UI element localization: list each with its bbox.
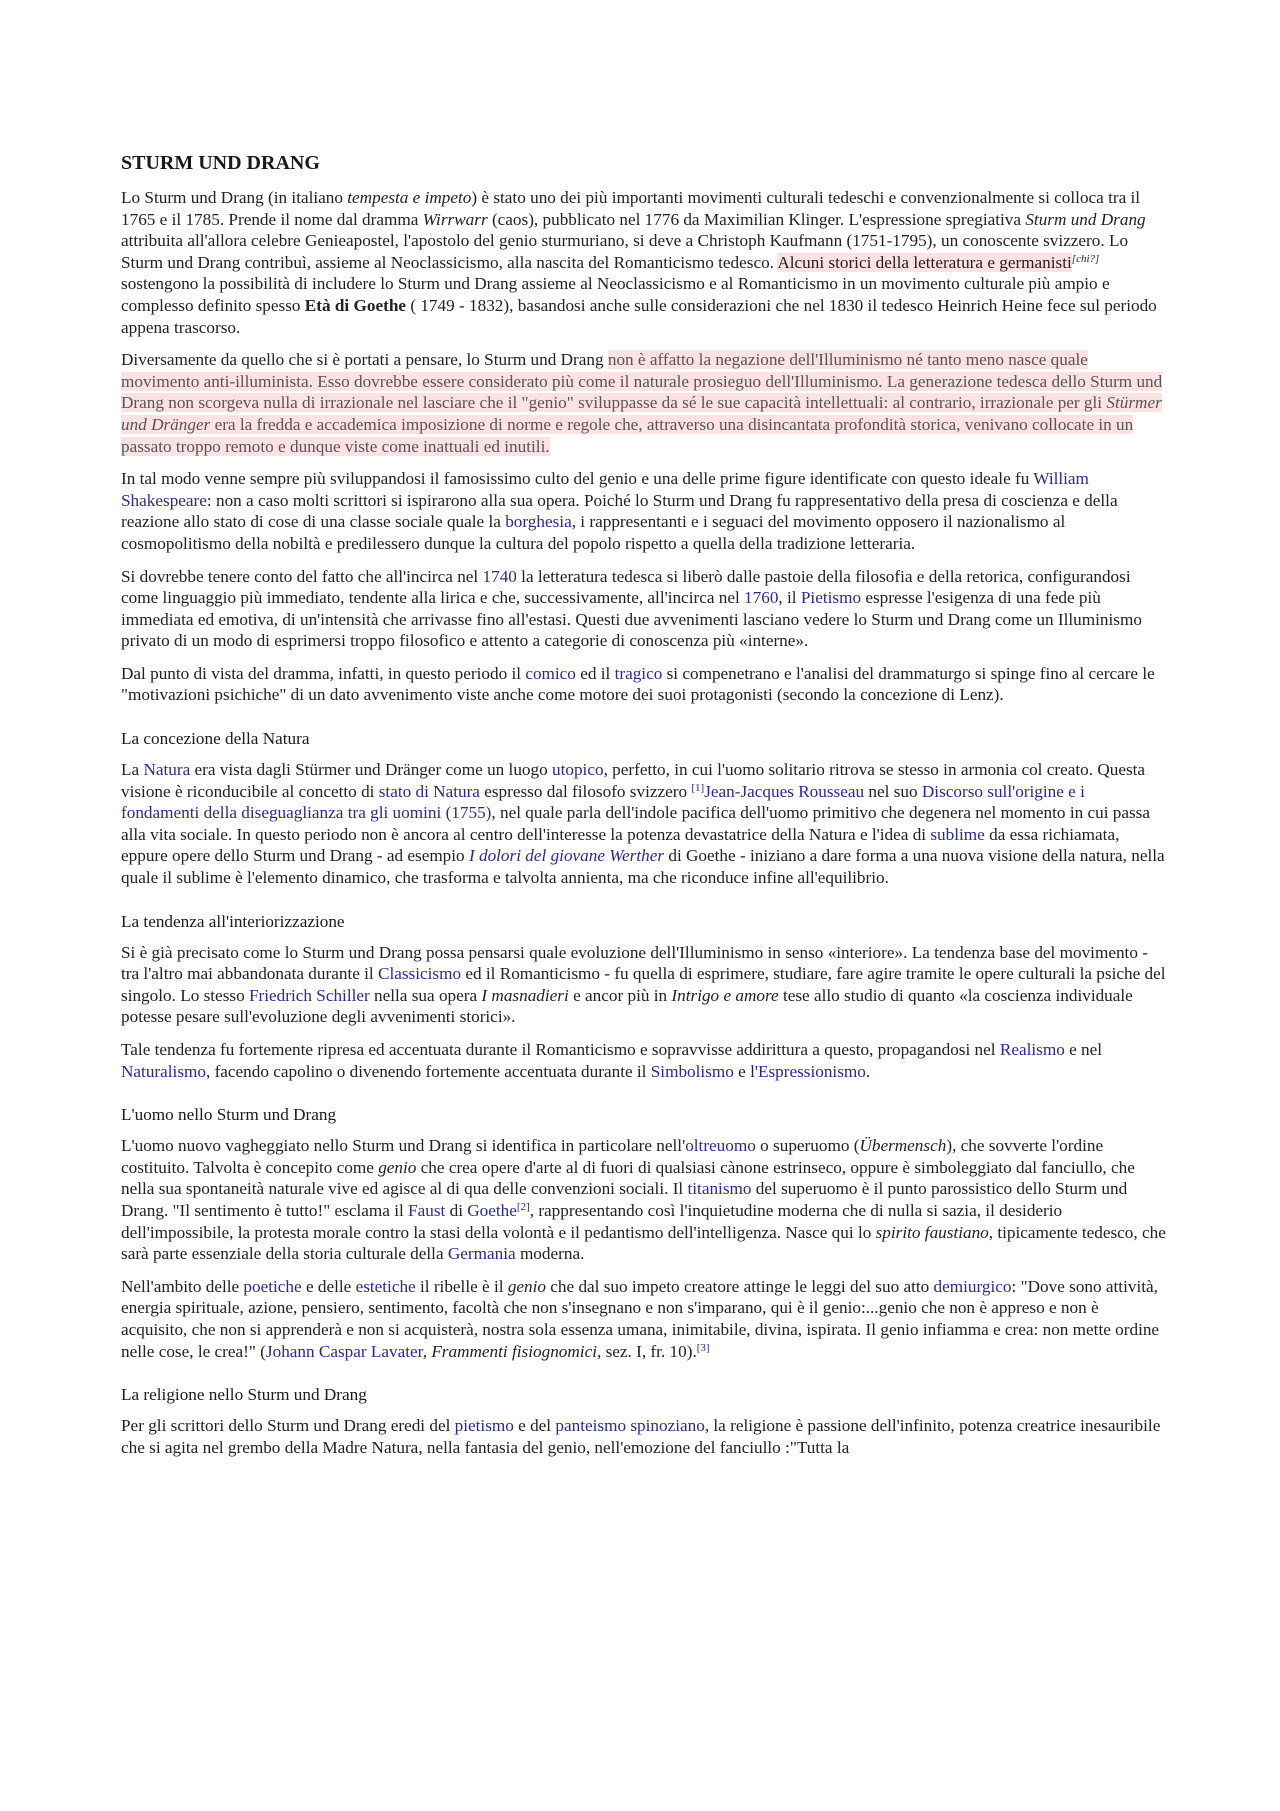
link-demiurgico[interactable]: demiurgico bbox=[933, 1276, 1012, 1296]
link-discorso[interactable]: Discorso sull'origine e i fondamenti della diseguaglianza tra gli uomini bbox=[121, 781, 1085, 823]
link-poetiche[interactable]: poetiche bbox=[243, 1276, 302, 1296]
text: , il bbox=[778, 588, 801, 608]
text: attribuita all'allora celebre Genieapostel, l'apostolo del genio sturmuriano, si deve a Christoph Kaufmann (1751-1795), un conoscente svizzero. Lo Sturm und Drang contribuì, assieme al Neoclassicismo, alla nascita del Romanticismo tedesco. bbox=[121, 231, 1129, 272]
text: , rappresentando così l'inquietudine moderna che di nulla si sazia, il desiderio dell'impossibile, la protesta morale contro la stasi della volontà e il pedantismo dell'intelligenza. Nasce qui lo bbox=[121, 1200, 1063, 1242]
text: o superuomo ( bbox=[755, 1136, 860, 1156]
link-1755[interactable]: (1755) bbox=[445, 803, 492, 823]
link-germania[interactable]: Germania bbox=[447, 1244, 516, 1264]
text: si compenetrano e l'analisi del drammaturgo si spinge fino al cercare le "motivazioni psichiche" di un dato avvenimento viste anche come motore dei suoi protagonisti (secondo la concezione di Lenz). bbox=[121, 663, 1155, 705]
italic-text: tempesta e impeto bbox=[347, 188, 472, 207]
paragraph-dramma bbox=[121, 663, 1166, 706]
italic-text: genio bbox=[378, 1157, 417, 1177]
text: Per gli scrittori dello Sturm und Drang eredi del bbox=[121, 1416, 455, 1436]
text: e nel bbox=[1064, 1040, 1103, 1059]
link-simbolismo[interactable]: Simbolismo bbox=[650, 1061, 734, 1081]
italic-text: Übermensch bbox=[859, 1136, 947, 1156]
paragraph-genio bbox=[121, 468, 1166, 554]
link-classicismo[interactable]: Classicismo bbox=[378, 964, 462, 984]
italic-text: genio bbox=[507, 1276, 546, 1296]
highlighted-text: era la fredda e accademica imposizione di norme e regole che, attraverso una disincantata profondità storica, venivano collocate in un passato troppo remoto e dunque viste come inattuali ed inutili. bbox=[121, 414, 1134, 456]
text: . bbox=[865, 1061, 871, 1081]
text: La bbox=[121, 760, 144, 780]
text: , sez. I, fr. 10). bbox=[596, 1341, 697, 1361]
link-goethe[interactable]: Goethe bbox=[467, 1200, 517, 1220]
text: espresse l'esigenza di una fede più immediata ed emotiva, di un'intensità che arrivasse fino all'estasi. Questi due avvenimenti lasciano vedere lo Sturm und Drang come un Illuminismo privato di un modo di esprimersi troppo filosofico e attento a categorie di conoscenza più «interne». bbox=[121, 588, 1142, 651]
paragraph-1740 bbox=[121, 566, 1166, 652]
paragraph-uomo bbox=[121, 1135, 1166, 1265]
link-realismo[interactable]: Realismo bbox=[999, 1040, 1065, 1059]
text: , facendo capolino o divenendo fortemente accentuata durante il bbox=[205, 1061, 651, 1081]
citation-needed[interactable]: [chi?] bbox=[1071, 252, 1100, 265]
link-sublime[interactable]: sublime bbox=[930, 824, 985, 844]
text: sostengono la possibilità di includere lo Sturm und Drang assieme al Neoclassicismo e al Romanticismo in un movimento culturale più ampio e complesso definito spesso bbox=[121, 274, 1110, 315]
link-comico[interactable]: comico bbox=[525, 663, 576, 683]
text: che dal suo impeto creatore attinge le leggi del suo atto bbox=[546, 1276, 934, 1296]
highlighted-text: non è affatto la negazione dell'Illuminismo né tanto meno nasce quale movimento anti-illuminista. Esso dovrebbe essere considerato più come il naturale prosieguo dell'Illuminismo. La generazione tedesca dello Sturm und Drang non scorgeva nulla di irrazionale nel lasciare che il "genio" sviluppasse da sé le sue capacità intellettuali: al contrario, irrazionale per gli bbox=[121, 350, 1163, 413]
paragraph-interiore bbox=[121, 942, 1166, 1028]
paragraph-illuminismo bbox=[121, 349, 1166, 457]
italic-text: Frammenti fisiognomici bbox=[431, 1341, 597, 1361]
text: ed il Romanticismo - fu quella di esprimere, studiare, fare agire tramite le opere culturali la psiche del singolo. Lo stesso bbox=[121, 964, 1166, 1005]
link-pietismo[interactable]: Pietismo bbox=[800, 588, 862, 608]
text: di Goethe - iniziano a dare forma a una nuova visione della natura, nella quale il sublime è l'elemento dinamico, che trasforma e talvolta annienta, ma che riconduce infine all'equilibrio. bbox=[121, 846, 1165, 888]
text: il ribelle è il bbox=[415, 1276, 508, 1296]
link-lavater[interactable]: Johann Caspar Lavater bbox=[265, 1341, 423, 1361]
text: , i rappresentanti e i seguaci del movimento opposero il nazionalismo al cosmopolitismo della nobiltà e predilessero dunque la cultura del popolo rispetto a quella della tradizione letteraria. bbox=[121, 512, 1066, 553]
link-estetiche[interactable]: estetiche bbox=[355, 1276, 416, 1296]
text: di bbox=[445, 1200, 468, 1220]
text: : non a caso molti scrittori si ispirarono alla sua opera. Poiché lo Sturm und Drang fu rappresentativo della presa di coscienza e della reazione allo stato di cose di una classe sociale quale la bbox=[121, 490, 1118, 532]
link-borghesia[interactable]: borghesia bbox=[505, 512, 572, 532]
link-1760[interactable]: 1760 bbox=[744, 588, 779, 608]
link-panteismo[interactable]: panteismo spinoziano bbox=[555, 1416, 705, 1436]
footnote-ref-2[interactable]: [2] bbox=[516, 1200, 530, 1213]
link-pietismo-2[interactable]: pietismo bbox=[454, 1416, 514, 1436]
text: , tipicamente tedesco, che sarà parte essenziale della storia culturale della bbox=[121, 1222, 1166, 1264]
italic-text: Intrigo e amore bbox=[671, 985, 779, 1005]
text: espresso dal filosofo svizzero bbox=[479, 781, 692, 801]
section-heading-uomo: L'uomo nello Sturm und Drang bbox=[121, 1105, 337, 1125]
text: ( 1749 - 1832), basandosi anche sulle considerazioni che nel 1830 il tedesco Heinrich Heine fece sul periodo appena trascorso. bbox=[121, 295, 1157, 337]
text: L'uomo nuovo vagheggiato nello Sturm und Drang si identifica in particolare nell' bbox=[121, 1136, 686, 1156]
link-espressionismo[interactable]: Espressionismo bbox=[757, 1061, 866, 1081]
text: ), che sovverte l'ordine costituito. Talvolta è concepito come bbox=[121, 1136, 1104, 1177]
text: Lo Sturm und Drang (in italiano bbox=[121, 188, 348, 207]
text: era vista dagli Stürmer und Dränger come un luogo bbox=[190, 760, 552, 780]
text: e del bbox=[513, 1416, 556, 1436]
text: Tale tendenza fu fortemente ripresa ed accentuata durante il Romanticismo e sopravvisse addirittura a questo, propagandosi nel bbox=[121, 1040, 1000, 1059]
section-heading-religione: La religione nello Sturm und Drang bbox=[121, 1385, 367, 1405]
link-tragico[interactable]: tragico bbox=[614, 663, 663, 683]
link-natura[interactable]: Natura bbox=[143, 760, 191, 780]
section-heading-interiorizzazione: La tendenza all'interiorizzazione bbox=[121, 911, 345, 931]
text: , bbox=[422, 1341, 432, 1361]
text: Diversamente da quello che si è portati a pensare, lo Sturm und Drang bbox=[121, 350, 608, 370]
text: la letteratura tedesca si liberò dalle pastoie della filosofia e della retorica, configurandosi come linguaggio più immediato, tendente alla lirica e che, successivamente, all'incirca nel bbox=[121, 566, 1131, 608]
bold-text: Età di Goethe bbox=[304, 295, 407, 315]
paragraph-genio-ribelle bbox=[121, 1276, 1166, 1362]
text: : "Dove sono attività, energia spirituale, azione, pensiero, sentimento, facoltà che non s'insegnano e non s'imparano, qui è il genio:...genio che non è appreso e non è acquisito, che non si apprenderà e non si acquisterà, nostra sola essenza umana, inimitabile, divina, ispirata. Il genio infiamma e crea: non mette ordine nelle cose, le crea!" ( bbox=[121, 1276, 1160, 1361]
text: del superuomo è il punto parossistico dello Sturm und Drang. "Il sentimento è tutto!" esclama il bbox=[121, 1179, 1128, 1220]
link-oltreuomo[interactable]: oltreuomo bbox=[685, 1136, 756, 1156]
highlighted-italic-text: Stürmer und Dränger bbox=[121, 393, 1162, 434]
text: e l' bbox=[733, 1061, 758, 1081]
italic-text: spirito faustiano bbox=[875, 1222, 989, 1242]
text: Nell'ambito delle bbox=[121, 1276, 244, 1296]
footnote-ref-3[interactable]: [3] bbox=[696, 1341, 710, 1354]
italic-text: Wirrwarr bbox=[422, 209, 488, 229]
link-1740[interactable]: 1740 bbox=[482, 566, 517, 586]
text: ) è stato uno dei più importanti movimenti culturali tedeschi e convenzionalmente si colloca tra il 1765 e il 1785. Prende il nome dal dramma bbox=[121, 188, 1141, 229]
footnote-ref-1[interactable]: [1] bbox=[691, 781, 705, 794]
link-naturalismo[interactable]: Naturalismo bbox=[121, 1061, 206, 1081]
italic-text: Sturm und Drang bbox=[1025, 209, 1146, 229]
text: ed il bbox=[575, 663, 615, 683]
article-body bbox=[121, 148, 1166, 1469]
page-title: STURM UND DRANG bbox=[121, 152, 320, 174]
text: , la religione è passione dell'infinito, potenza creatrice inesauribile che si agita nel grembo della Madre Natura, nella fantasia del genio, nell'emozione del fanciullo :"Tutta la bbox=[121, 1416, 1161, 1457]
text: che crea opere d'arte al di fuori di qualsiasi cànone estrinseco, oppure è simboleggiato dal fanciullo, che nella sua spontaneità naturale vive ed agisce al di qua delle convenzioni sociali. Il bbox=[121, 1157, 1135, 1199]
text: Si dovrebbe tenere conto del fatto che all'incirca nel bbox=[121, 566, 483, 586]
link-werther[interactable]: I dolori del giovane Werther bbox=[468, 846, 665, 866]
text: moderna. bbox=[515, 1244, 585, 1264]
paragraph-intro bbox=[121, 187, 1166, 338]
text: tese allo studio di quanto «la coscienza individuale potesse pesare sull'evoluzione degli avvenimenti storici». bbox=[121, 985, 1133, 1027]
text: , perfetto, in cui l'uomo solitario ritrova se stesso in armonia col creato. Questa visione è riconducibile al concetto di bbox=[121, 760, 1146, 801]
link-utopico[interactable]: utopico bbox=[552, 760, 604, 780]
text: Dal punto di vista del dramma, infatti, in questo periodo il bbox=[121, 663, 526, 683]
highlighted-text: Alcuni storici della letteratura e germanisti bbox=[777, 252, 1072, 272]
link-titanismo[interactable]: titanismo bbox=[687, 1179, 752, 1199]
paragraph-natura bbox=[121, 759, 1166, 889]
link-faust[interactable]: Faust bbox=[408, 1200, 446, 1220]
section-heading-natura: La concezione della Natura bbox=[121, 729, 310, 749]
link-schiller[interactable]: Friedrich Schiller bbox=[248, 985, 370, 1005]
text: Si è già precisato come lo Sturm und Drang possa pensarsi quale evoluzione dell'Illuminismo in senso «interiore». La tendenza base del movimento - tra l'altro mai abbandonata durante il bbox=[121, 942, 1148, 984]
paragraph-religione bbox=[121, 1415, 1166, 1458]
link-rousseau[interactable]: Jean-Jacques Rousseau bbox=[704, 781, 865, 801]
text: nel suo bbox=[864, 781, 922, 801]
text: In tal modo venne sempre più sviluppandosi il famosissimo culto del genio e una delle prime figure identificate con questo ideale fu bbox=[121, 469, 1034, 489]
italic-text: I masnadieri bbox=[481, 985, 569, 1005]
text: e delle bbox=[301, 1276, 356, 1296]
link-shakespeare[interactable]: William Shakespeare bbox=[121, 469, 1089, 510]
paragraph-tendenza bbox=[121, 1039, 1166, 1082]
link-stato-di-natura[interactable]: stato di Natura bbox=[378, 781, 480, 801]
text: da essa richiamata, eppure opere dello Sturm und Drang - ad esempio bbox=[121, 824, 1120, 866]
text: , nel quale parla dell'indole pacifica dell'uomo primitivo che degenera nel momento in cui passa alla vita sociale. In questo periodo non è ancora al centro dell'interesse la potenza devastatrice della Natura e l'idea di bbox=[121, 803, 1151, 844]
text: e ancor più in bbox=[568, 985, 672, 1005]
text: nella sua opera bbox=[369, 985, 482, 1005]
text: (caos), pubblicato nel 1776 da Maximilian Klinger. L'espressione spregiativa bbox=[487, 209, 1026, 229]
